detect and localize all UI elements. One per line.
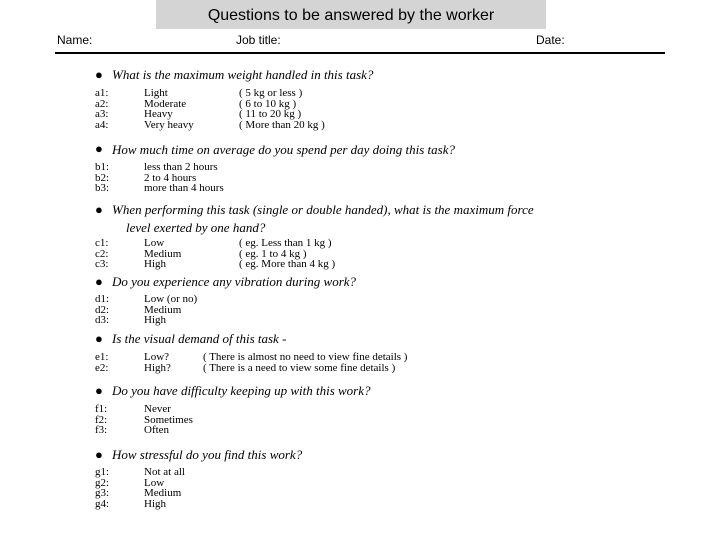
option-code: d1:	[95, 293, 110, 305]
option-code: f1:	[95, 403, 108, 415]
bullet-icon	[95, 382, 103, 400]
option-label: Not at all	[144, 466, 185, 478]
bullet-icon	[95, 273, 103, 291]
question-d: Do you experience any vibration during work?	[112, 274, 357, 289]
option-code: b3:	[95, 182, 110, 195]
option-label: 2 to 4 hours	[144, 171, 197, 184]
option-note: ( eg. Less than 1 kg )	[239, 237, 332, 249]
bullet-icon	[95, 140, 103, 158]
option-label: Heavy	[144, 108, 173, 121]
option-code: f2:	[95, 413, 108, 426]
option-label: High	[144, 258, 166, 271]
option-code: f3:	[95, 424, 108, 437]
option-note: ( More than 20 kg )	[239, 118, 325, 131]
option-code: b1:	[95, 161, 110, 173]
option-note: ( 5 kg or less )	[239, 87, 303, 99]
option-code: e1:	[95, 351, 109, 363]
option-label: High	[144, 314, 166, 327]
option-code: g4:	[95, 497, 110, 510]
option-label: Medium	[144, 247, 182, 260]
bullet-icon	[95, 201, 103, 219]
option-label: Very heavy	[144, 118, 194, 131]
bullet-icon	[95, 330, 103, 348]
option-label: Medium	[144, 303, 182, 316]
bullet-icon	[95, 66, 103, 84]
question-f: Do you have difficulty keeping up with this work?	[112, 383, 371, 398]
page-title: Questions to be answered by the worker	[156, 0, 546, 29]
option-label: Light	[144, 87, 168, 99]
option-code: e2:	[95, 361, 109, 374]
option-label: Low?	[144, 351, 170, 363]
option-code: g3:	[95, 487, 110, 500]
option-label: Often	[144, 424, 170, 437]
option-note: ( eg. 1 to 4 kg )	[239, 247, 307, 260]
name-label: Name:	[57, 33, 93, 47]
option-label: Moderate	[144, 97, 187, 110]
option-label: less than 2 hours	[144, 161, 218, 173]
option-note: ( 6 to 10 kg )	[239, 97, 297, 110]
option-code: d2:	[95, 303, 110, 316]
option-code: a2:	[95, 97, 109, 110]
option-code: a1:	[95, 87, 109, 99]
question-c-line2: level exerted by one hand?	[126, 220, 266, 235]
option-note: ( 11 to 20 kg )	[239, 108, 302, 121]
option-code: b2:	[95, 171, 110, 184]
option-note: ( There is almost no need to view fine details )	[203, 351, 408, 363]
header-divider	[55, 52, 665, 54]
option-note: ( eg. More than 4 kg )	[239, 258, 336, 271]
option-code: c2:	[95, 247, 109, 260]
option-label: Low (or no)	[144, 293, 198, 305]
question-b: How much time on average do you spend per day doing this task?	[112, 142, 456, 157]
option-code: c3:	[95, 258, 109, 271]
question-e: Is the visual demand of this task -	[112, 331, 287, 346]
option-label: Medium	[144, 487, 182, 500]
bullet-icon	[95, 446, 103, 464]
option-label: Low	[144, 476, 165, 489]
job-title-label: Job title:	[236, 33, 281, 47]
option-code: a3:	[95, 108, 109, 121]
option-label: High	[144, 497, 166, 510]
option-code: d3:	[95, 314, 110, 327]
option-label: more than 4 hours	[144, 182, 224, 195]
option-note: ( There is a need to view some fine details )	[203, 361, 396, 374]
question-c-line1: When performing this task (single or double handed), what is the maximum force	[112, 202, 534, 217]
date-label: Date:	[536, 33, 565, 47]
option-code: g1:	[95, 466, 110, 478]
question-a: What is the maximum weight handled in this task?	[112, 67, 374, 82]
question-g: How stressful do you find this work?	[112, 447, 303, 462]
option-label: Low	[144, 237, 165, 249]
option-label: Never	[144, 403, 171, 415]
option-code: g2:	[95, 476, 110, 489]
option-code: c1:	[95, 237, 109, 249]
option-label: High?	[144, 361, 171, 374]
option-code: a4:	[95, 118, 109, 131]
option-label: Sometimes	[144, 413, 193, 426]
